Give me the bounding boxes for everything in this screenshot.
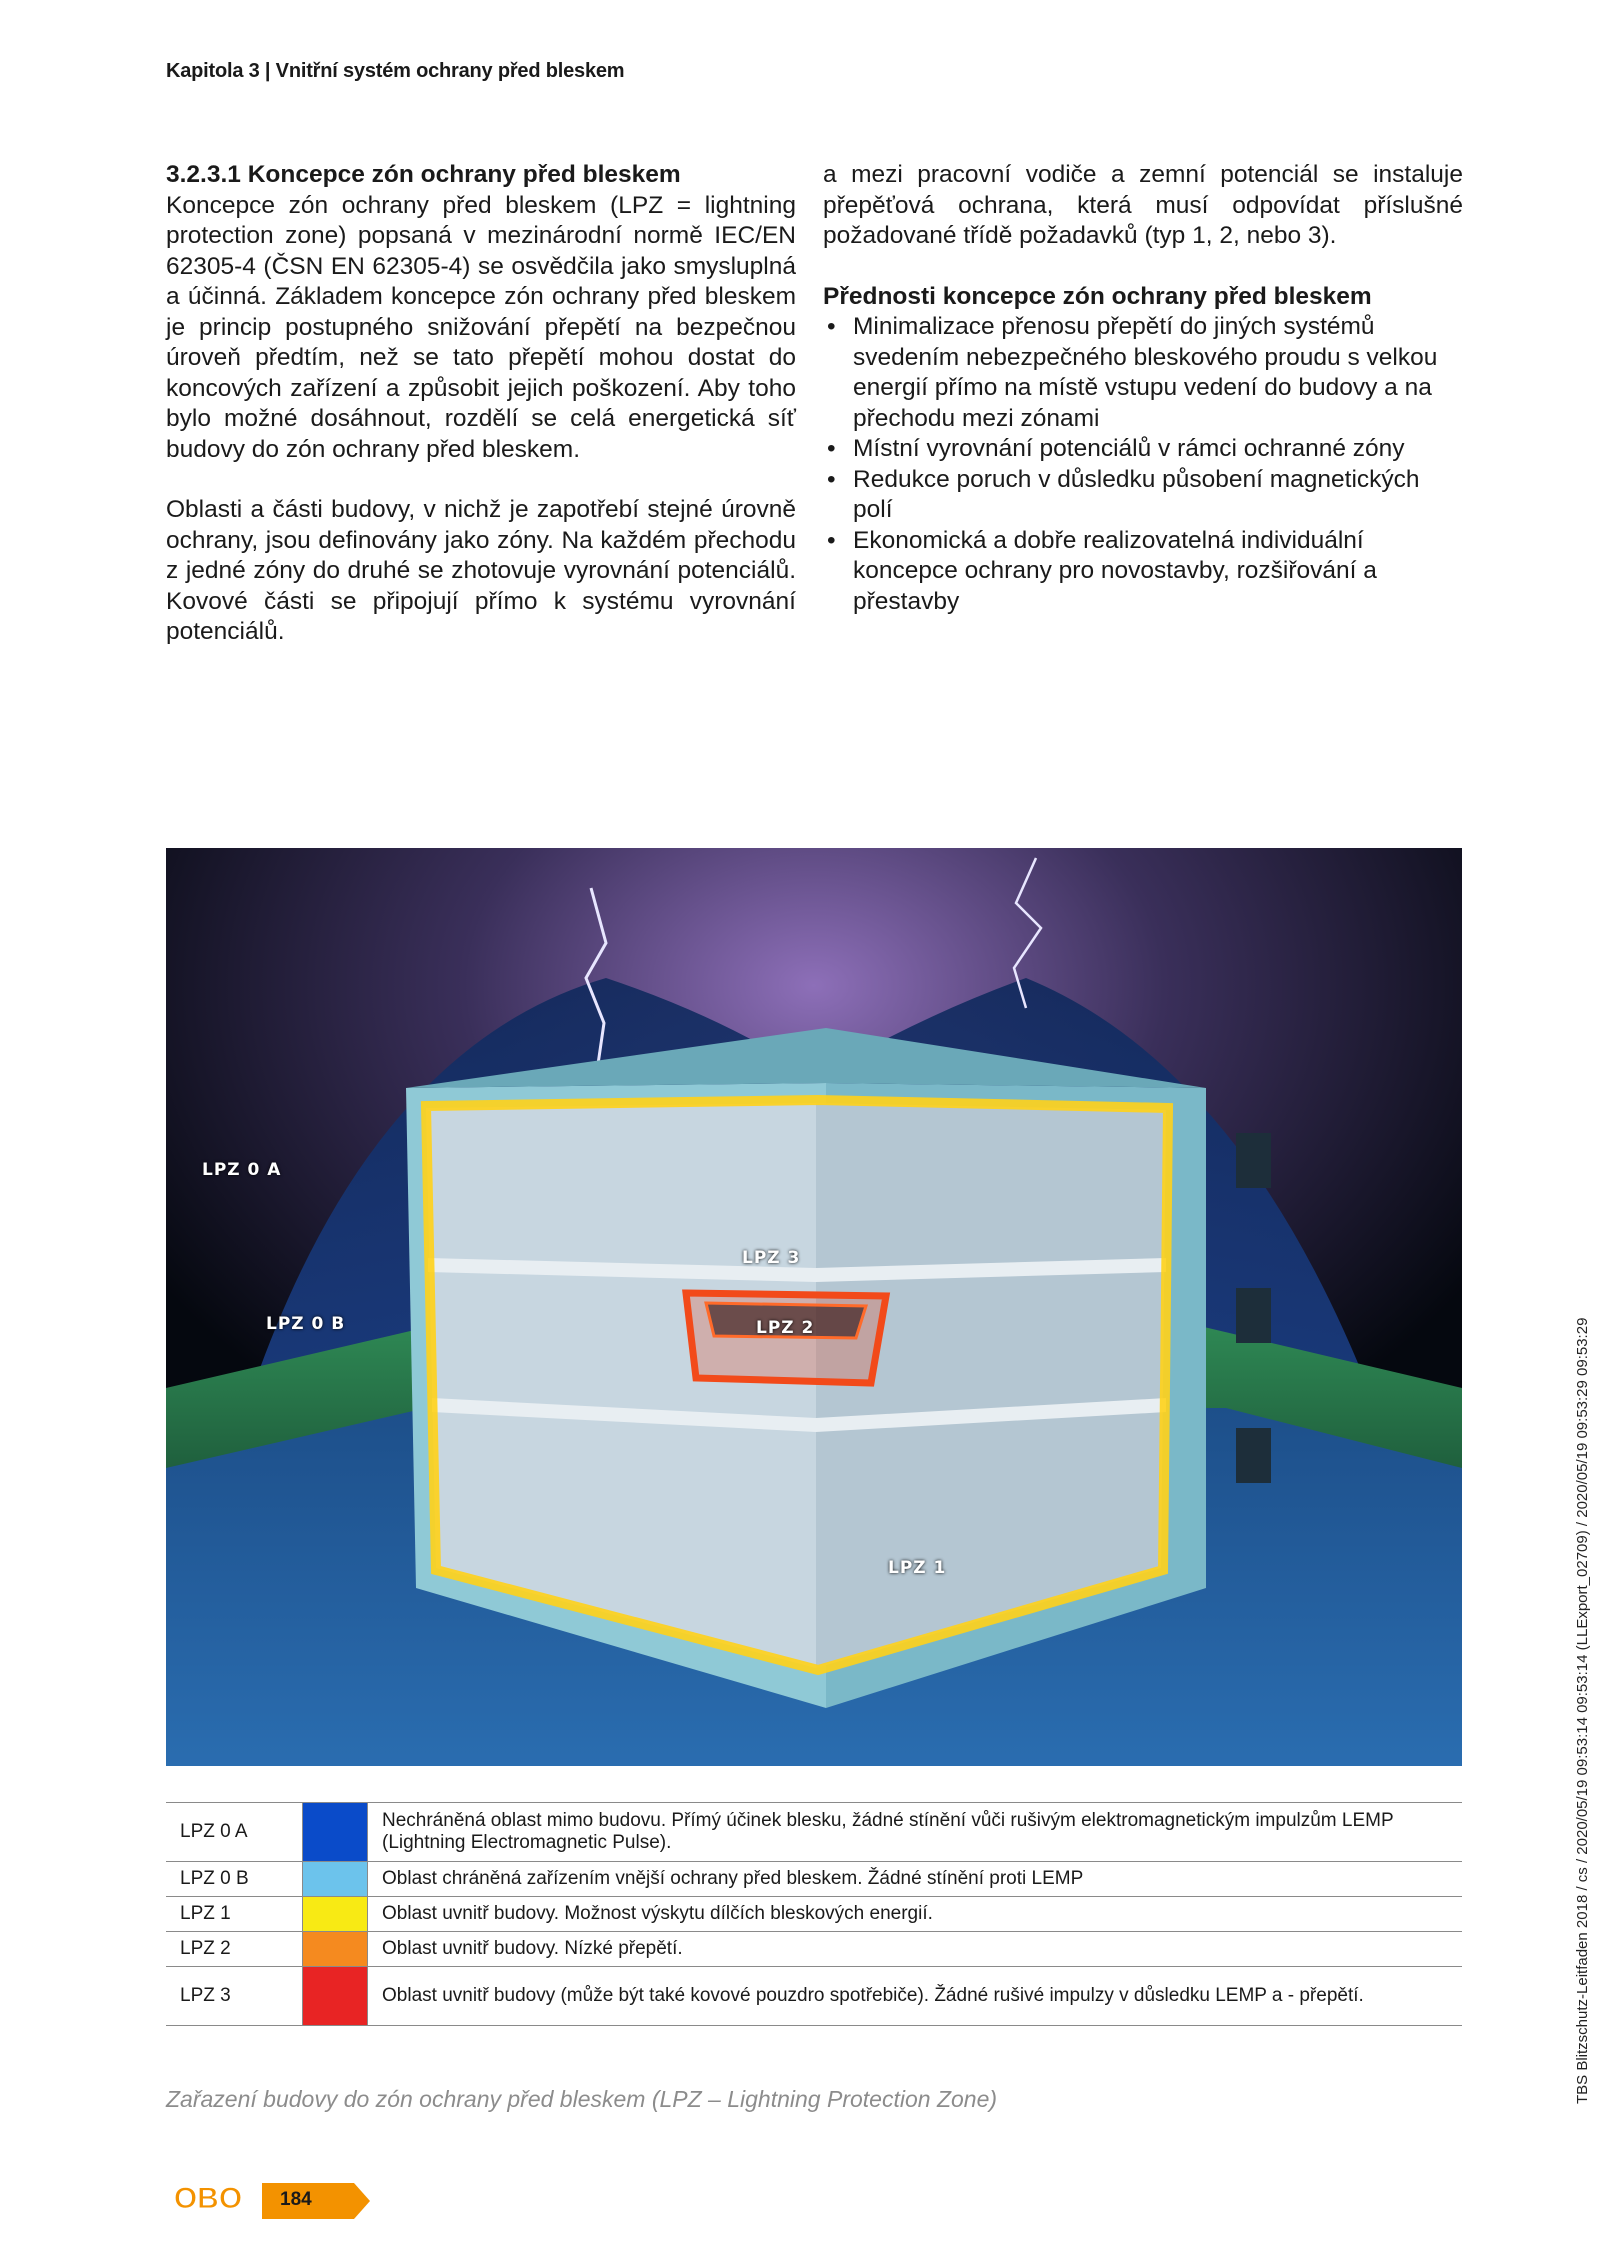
zone-color-swatch xyxy=(303,1897,368,1932)
table-row xyxy=(166,1932,1462,1967)
swatch-fill xyxy=(303,1932,367,1966)
label-lpz-2: LPZ 2 xyxy=(756,1318,815,1338)
zone-code: LPZ 0 A xyxy=(166,1803,303,1862)
label-lpz-3: LPZ 3 xyxy=(742,1248,801,1268)
zone-color-swatch xyxy=(303,1967,368,2026)
zone-description: Oblast chráněná zařízením vnější ochrany před bleskem. Žádné stínění proti LEMP xyxy=(368,1862,1463,1897)
obo-logo xyxy=(166,2180,250,2216)
zone-description: Oblast uvnitř budovy. Možnost výskytu dílčích bleskových energií. xyxy=(368,1897,1463,1932)
lpz-legend-table xyxy=(166,1802,1462,2026)
label-lpz-0a: LPZ 0 A xyxy=(202,1160,282,1180)
label-lpz-0b: LPZ 0 B xyxy=(266,1314,346,1334)
section-heading: 3.2.3.1 Koncepce zón ochrany před bleskem xyxy=(166,161,681,188)
swatch-fill xyxy=(303,1803,367,1861)
advantages-list xyxy=(823,312,1463,617)
list-item: • Minimalizace přenosu přepětí do jiných systémů svedením nebezpečného bleskového proudu s velkou energií přímo na místě vstupu vedení do budovy a na přechodu mezi zónami xyxy=(823,312,1463,434)
swatch-fill xyxy=(303,1967,367,2025)
figure-caption: Zařazení budovy do zón ochrany před bleskem (LPZ – Lightning Protection Zone) xyxy=(166,2086,998,2112)
lpz-building-illustration xyxy=(166,848,1462,1766)
zone-description: Oblast uvnitř budovy (může být také kovové pouzdro spotřebiče). Žádné rušivé impulzy v důsledku LEMP a - přepětí. xyxy=(368,1967,1463,2026)
zone-code: LPZ 1 xyxy=(166,1897,303,1932)
page-number-badge xyxy=(262,2183,370,2219)
page-number: 184 xyxy=(280,2189,312,2210)
table-row xyxy=(166,1897,1462,1932)
zone-code: LPZ 3 xyxy=(166,1967,303,2026)
right-column xyxy=(823,160,1463,617)
subsection-heading: Přednosti koncepce zón ochrany před bleskem xyxy=(823,282,1372,310)
logo-text: OBO xyxy=(173,2182,243,2215)
swatch-fill xyxy=(303,1862,367,1896)
zone-code: LPZ 2 xyxy=(166,1932,303,1967)
zone-description: Nechráněná oblast mimo budovu. Přímý účinek blesku, žádné stínění vůči rušivým elektromagnetickým impulzům LEMP (Lightning Electromagnetic Pulse). xyxy=(368,1803,1463,1862)
zone-color-swatch xyxy=(303,1803,368,1862)
zone-color-swatch xyxy=(303,1862,368,1897)
print-metadata-sidebar: TBS Blitzschutz-Leitfaden 2018 / cs / 2020/05/19 09:53:14 09:53:14 (LLExport_02709) / 2020/05/19 09:53:29 09:53:29 xyxy=(1574,1317,1591,2104)
list-item: • Místní vyrovnání potenciálů v rámci ochranné zóny xyxy=(823,434,1463,465)
paragraph: Koncepce zón ochrany před bleskem (LPZ = lightning protection zone) popsaná v mezinárodní normě IEC/EN 62305-4 (ČSN EN 62305-4) se osvědčila jako smysluplná a účinná. Základem koncepce zón ochrany před bleskem je princip postupného snižování přepětí na bezpečnou úroveň předtím, než se tato přepětí mohou dostat do koncových zařízení a způsobit jejich poškození. Aby toho bylo možné dosáhnout, rozdělí se celá energetická síť budovy do zón ochrany před bleskem. xyxy=(166,191,796,463)
page-header: Kapitola 3 | Vnitřní systém ochrany před bleskem xyxy=(166,60,625,82)
zone-code: LPZ 0 B xyxy=(166,1862,303,1897)
label-lpz-1: LPZ 1 xyxy=(888,1558,947,1578)
table-row xyxy=(166,1862,1462,1897)
building-cutaway-graphic xyxy=(166,848,1462,1766)
zone-color-swatch xyxy=(303,1932,368,1967)
table-row xyxy=(166,1967,1462,2026)
swatch-fill xyxy=(303,1897,367,1931)
list-item: • Redukce poruch v důsledku působení magnetických polí xyxy=(823,465,1463,526)
left-column xyxy=(166,160,796,648)
table-row xyxy=(166,1803,1462,1862)
zone-description: Oblast uvnitř budovy. Nízké přepětí. xyxy=(368,1932,1463,1967)
paragraph: Oblasti a části budovy, v nichž je zapotřebí stejné úrovně ochrany, jsou definovány jako zóny. Na každém přechodu z jedné zóny do druhé se zhotovuje vyrovnání potenciálů. Kovové části se připojují přímo k systému vyrovnání potenciálů. xyxy=(166,496,796,645)
list-item: • Ekonomická a dobře realizovatelná individuální koncepce ochrany pro novostavby, rozšiřování a přestavby xyxy=(823,526,1463,618)
paragraph: a mezi pracovní vodiče a zemní potenciál se instaluje přepěťová ochrana, která musí odpovídat příslušné požadované třídě požadavků (typ 1, 2, nebo 3). xyxy=(823,161,1463,249)
